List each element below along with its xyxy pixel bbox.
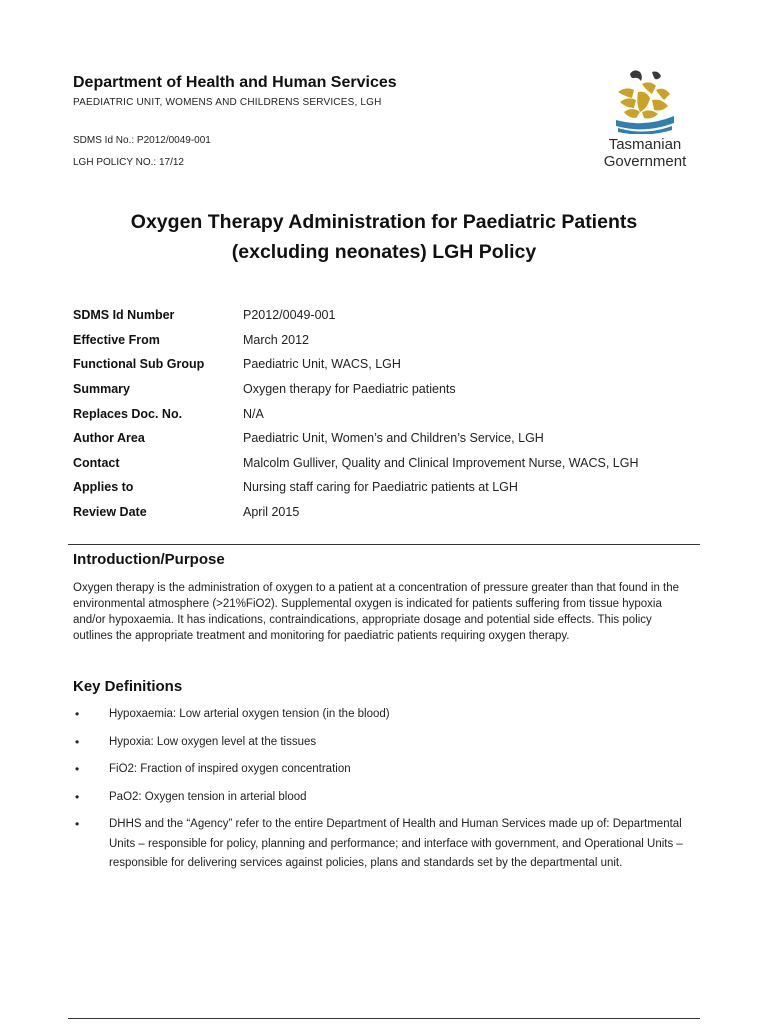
definition-text: PaO2: Oxygen tension in arterial blood: [109, 790, 307, 803]
meta-value: N/A: [243, 406, 264, 421]
list-item: [73, 733, 703, 753]
bullet-icon: •: [75, 817, 80, 831]
definition-text: Hypoxia: Low oxygen level at the tissues: [109, 735, 317, 748]
meta-row: [73, 328, 693, 353]
meta-key: Author Area: [73, 431, 145, 446]
meta-key: Summary: [73, 382, 130, 397]
list-item: [73, 788, 703, 808]
section-divider: [68, 544, 700, 545]
meta-key: Contact: [73, 455, 120, 470]
meta-value: Paediatric Unit, Women’s and Children’s Service, LGH: [243, 431, 544, 446]
document-title: [40, 207, 728, 267]
document-ids: [73, 130, 553, 174]
definition-text: FiO2: Fraction of inspired oxygen concentration: [109, 763, 351, 775]
definitions-heading: Key Definitions: [73, 678, 183, 695]
list-item: [73, 705, 703, 725]
meta-key: SDMS Id Number: [73, 308, 175, 323]
meta-row: [73, 303, 693, 328]
meta-row: [73, 352, 693, 377]
meta-value: March 2012: [243, 332, 310, 347]
policy-number-line: LGH POLICY NO.: 17/12: [73, 157, 184, 168]
meta-row: [73, 377, 693, 402]
logo-wordmark: [590, 136, 700, 170]
meta-row: [73, 401, 693, 426]
meta-key: Functional Sub Group: [73, 357, 205, 372]
bullet-icon: •: [75, 734, 80, 749]
document-header: [73, 72, 553, 174]
list-item: [73, 815, 703, 874]
meta-value: P2012/0049-001: [243, 308, 336, 323]
sdms-id-line: SDMS Id No.: P2012/0049-001: [73, 135, 211, 146]
intro-paragraph: Oxygen therapy is the administration of oxygen to a patient at a concentration of pressure greater than that found in the environmental atmosphere (>21%FiO2). Supplemental oxygen is indicated for patients suffering from tissue hypoxia and/or hypoxaemia. It has indications, contraindications, appropriate dosage and potential side effects. This policy outlines the appropriate treatment and monitoring for paediatric patients requiring oxygen therapy.: [73, 582, 680, 642]
title-line-1: Oxygen Therapy Administration for Paediatric Patients: [130, 211, 638, 233]
logo-line-tasmanian: Tasmanian: [608, 136, 682, 153]
meta-value: Paediatric Unit, WACS, LGH: [243, 357, 401, 372]
meta-row: [73, 426, 693, 451]
definitions-list: [73, 705, 703, 882]
bullet-icon: •: [75, 789, 80, 804]
meta-row: [73, 451, 693, 476]
tasmanian-tiger-emblem-icon: [612, 68, 678, 134]
meta-key: Replaces Doc. No.: [73, 406, 183, 421]
department-name: Department of Health and Human Services: [73, 74, 397, 91]
meta-key: Applies to: [73, 480, 134, 495]
bullet-icon: •: [75, 707, 80, 721]
footer-divider: [68, 1018, 700, 1019]
meta-row: [73, 500, 693, 525]
title-line-2: (excluding neonates) LGH Policy: [231, 241, 537, 263]
meta-key: Effective From: [73, 332, 160, 347]
definition-text: Hypoxaemia: Low arterial oxygen tension (in the blood): [109, 708, 390, 720]
meta-value: Oxygen therapy for Paediatric patients: [243, 382, 456, 397]
meta-value: Nursing staff caring for Paediatric patients at LGH: [243, 480, 518, 495]
meta-key: Review Date: [73, 505, 147, 520]
definition-text: DHHS and the “Agency” refer to the entire Department of Health and Human Services made up of: Departmental Units – responsible for policy, planning and performance; and interface with government, and Operational Units – responsible for delivering services against policies, plans and standards set by the departmental unit.: [109, 818, 683, 869]
unit-name: PAEDIATRIC UNIT, WOMENS AND CHILDRENS SERVICES, LGH: [73, 97, 382, 108]
intro-heading: Introduction/Purpose: [73, 551, 225, 568]
list-item: [73, 760, 703, 780]
document-metadata-table: [73, 303, 693, 524]
logo-line-government: Government: [603, 153, 687, 170]
meta-value: April 2015: [243, 505, 300, 520]
meta-row: [73, 475, 693, 500]
meta-value: Malcolm Gulliver, Quality and Clinical Improvement Nurse, WACS, LGH: [243, 455, 639, 470]
bullet-icon: •: [75, 762, 80, 776]
tasmanian-government-logo: [590, 68, 700, 172]
